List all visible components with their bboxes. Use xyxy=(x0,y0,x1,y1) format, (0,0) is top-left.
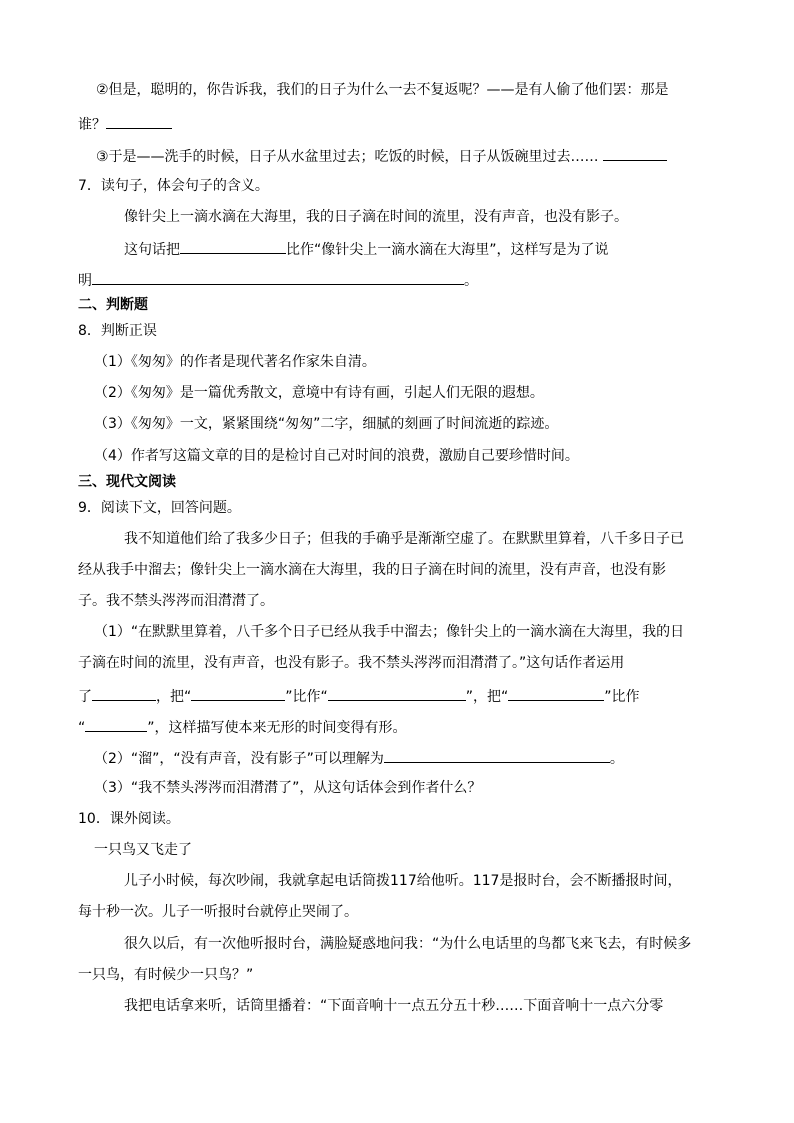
q9-sub1-line4 xyxy=(78,716,407,736)
story-text: 我把电话拿来听，话筒里播着：“下面音响十一点五分五十秒……下面音响十一点六分零 xyxy=(124,998,664,1014)
q9-sub3-line xyxy=(94,778,481,798)
q7-prompt-c: 明 xyxy=(78,273,92,289)
q7-title-text: 7．读句子，体会句子的含义。 xyxy=(78,178,269,194)
q8-item-2 xyxy=(94,383,544,403)
answer-blank[interactable] xyxy=(384,747,610,763)
q10-para-line-5 xyxy=(124,996,663,1016)
q7-title xyxy=(78,176,269,196)
q9-sub1-text: 子滴在时间的流里，没有声音，也没有影子。我不禁头涔涔而泪潸潸了。”这句话作者运用 xyxy=(78,655,625,671)
q9-sub2-text: （2）“溜”，“没有声音，没有影子”可以理解为 xyxy=(94,751,384,767)
q6-item2-line2 xyxy=(78,113,172,133)
q8-item-1 xyxy=(94,352,376,372)
q10-para-line-4 xyxy=(78,965,253,985)
q9-sub1-l4-b: ”，这样描写使本来无形的时间变得有形。 xyxy=(147,720,407,736)
q7-sentence xyxy=(124,207,628,227)
q10-story-title-text: 一只鸟又飞走了 xyxy=(94,842,192,858)
q6-item2-cont: 谁？ xyxy=(78,117,106,133)
q9-sub1-l3-b: ，把“ xyxy=(156,689,192,705)
section2-heading-text: 二、判断题 xyxy=(78,297,148,313)
q8-item-text: （3）《匆匆》一文，紧紧围绕“匆匆”二字，细腻的刻画了时间流逝的踪迹。 xyxy=(94,416,559,432)
q7-prompt-b: 比作“像针尖上一滴水滴在大海里”，这样写是为了说 xyxy=(286,242,609,258)
q9-passage-line-3 xyxy=(78,591,274,611)
q8-title xyxy=(78,321,157,341)
q7-sentence-text: 像针尖上一滴水滴在大海里，我的日子滴在时间的流里，没有声音，也没有影子。 xyxy=(124,209,628,225)
passage-text: 我不知道他们给了我多少日子；但我的手确乎是渐渐空虚了。在默默里算着，八千多日子已 xyxy=(124,531,684,547)
q8-title-text: 8．判断正误 xyxy=(78,323,157,339)
passage-text: 经从我手中溜去；像针尖上一滴水滴在大海里，我的日子滴在时间的流里，没有声音，也没有影 xyxy=(78,562,666,578)
q9-sub3-text: （3）“我不禁头涔涔而泪潸潸了”，从这句话体会到作者什么？ xyxy=(94,780,482,796)
q9-sub1-l3-a: 了 xyxy=(78,689,92,705)
q9-sub1-text: （1）“在默默里算着，八千多个日子已经从我手中溜去；像针尖上的一滴水滴在大海里，我的日 xyxy=(94,624,685,640)
q9-sub2-line xyxy=(94,747,624,767)
answer-blank[interactable] xyxy=(328,685,466,701)
q9-sub2-end: 。 xyxy=(609,751,624,767)
answer-blank[interactable] xyxy=(85,716,147,732)
story-text: 一只鸟，有时候少一只鸟？” xyxy=(78,967,254,983)
q9-title xyxy=(78,498,241,518)
answer-blank[interactable] xyxy=(180,238,286,254)
q8-item-text: （4）作者写这篇文章的目的是检讨自己对时间的浪费，激励自己要珍惜时间。 xyxy=(94,448,579,464)
passage-text: 子。我不禁头涔涔而泪潸潸了。 xyxy=(78,593,274,609)
q10-para-line-3 xyxy=(124,934,691,954)
q10-story-title xyxy=(94,840,192,860)
q8-item-3 xyxy=(94,414,558,434)
story-text: 很久以后，有一次他听报时台，满脸疑惑地问我：“为什么电话里的鸟都飞来飞去，有时候多 xyxy=(124,936,692,952)
answer-blank[interactable] xyxy=(603,145,667,161)
story-text: 每十秒一次。儿子一听报时台就停止哭闹了。 xyxy=(78,904,358,920)
q10-title xyxy=(78,809,180,829)
answer-blank[interactable] xyxy=(106,113,172,129)
section3-heading-text: 三、现代文阅读 xyxy=(78,474,176,490)
answer-blank[interactable] xyxy=(508,685,604,701)
q7-prompt-a: 这句话把 xyxy=(124,242,180,258)
q10-para-line-2 xyxy=(78,902,358,922)
q6-item3-line xyxy=(96,145,667,165)
answer-blank[interactable] xyxy=(191,685,285,701)
q10-para-line-1 xyxy=(124,871,681,891)
q6-item2-line1 xyxy=(96,80,669,100)
q9-passage-line-2 xyxy=(78,560,666,580)
section3-heading xyxy=(78,472,176,492)
q9-sub1-l3-c: ”比作“ xyxy=(285,689,328,705)
q9-sub1-l3-e: ”比作 xyxy=(604,689,640,705)
story-text: 儿子小时候，每次吵闹，我就拿起电话筒拨117给他听。117是报时台，会不断播报时间， xyxy=(124,873,682,889)
q8-item-text: （2）《匆匆》是一篇优秀散文，意境中有诗有画，引起人们无限的遐想。 xyxy=(94,385,544,401)
q7-prompt-line2 xyxy=(78,269,478,289)
q9-sub1-line1 xyxy=(94,622,684,642)
q7-prompt-end: 。 xyxy=(464,273,478,289)
q10-title-text: 10．课外阅读。 xyxy=(78,811,180,827)
q9-sub1-l3-d: ”，把“ xyxy=(465,689,509,705)
q9-sub1-line2 xyxy=(78,653,624,673)
q9-sub1-line3 xyxy=(78,685,640,705)
q8-item-text: （1）《匆匆》的作者是现代著名作家朱自清。 xyxy=(94,354,376,370)
answer-blank[interactable] xyxy=(92,685,156,701)
q6-item2-text: ②但是，聪明的，你告诉我，我们的日子为什么一去不复返呢？——是有人偷了他们罢：那是 xyxy=(96,82,669,98)
q9-title-text: 9．阅读下文，回答问题。 xyxy=(78,500,241,516)
answer-blank[interactable] xyxy=(92,269,464,285)
q9-passage-line-1 xyxy=(124,529,684,549)
q7-prompt-line1 xyxy=(124,238,609,258)
q8-item-4 xyxy=(94,446,579,466)
q6-item3-text: ③于是——洗手的时候，日子从水盆里过去；吃饭的时候，日子从饭碗里过去…… xyxy=(96,149,599,165)
section2-heading xyxy=(78,295,148,315)
q9-sub1-l4-a: “ xyxy=(78,720,86,736)
